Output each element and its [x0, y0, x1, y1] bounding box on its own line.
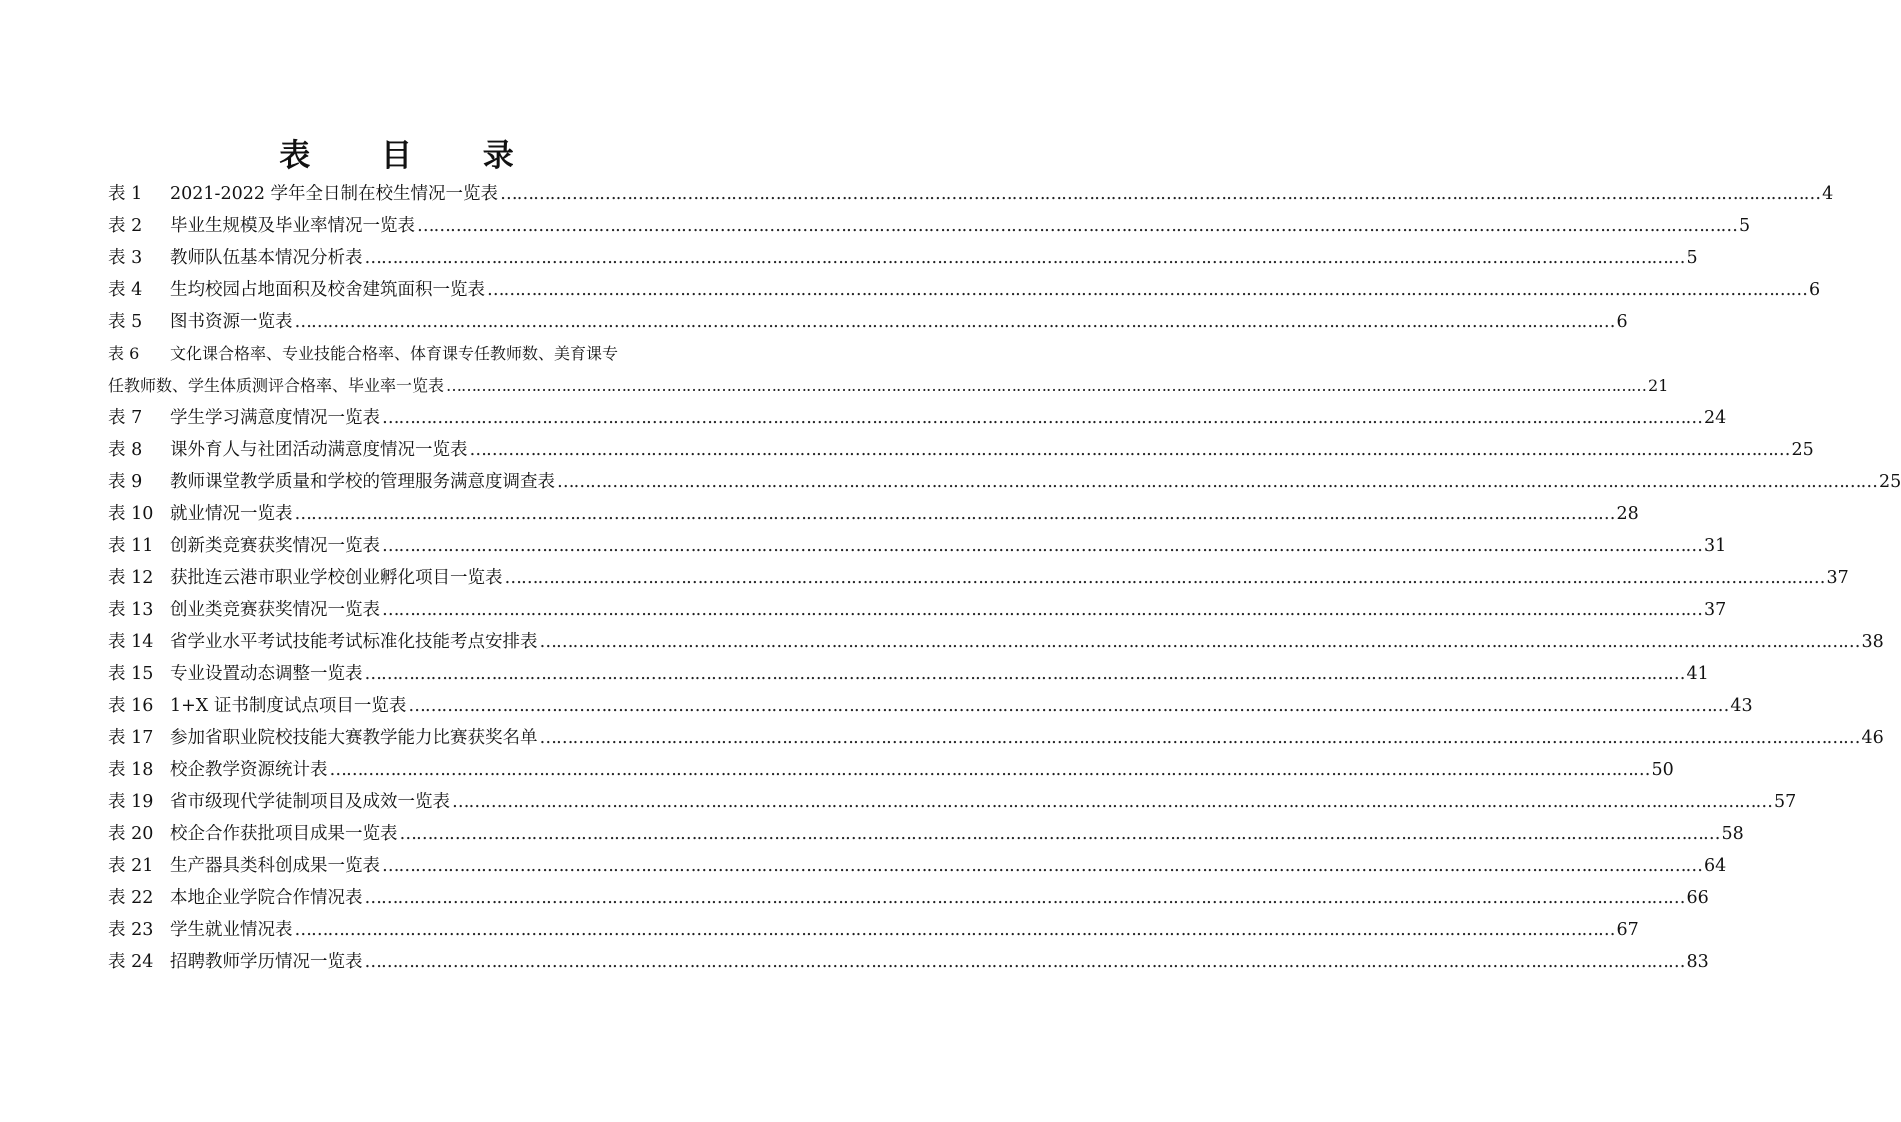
toc-entry-number: 表 4	[108, 280, 143, 300]
toc-page-number: 21	[1648, 376, 1669, 395]
toc-page-number: 25	[1879, 472, 1901, 492]
toc-page-number: 24	[1704, 408, 1727, 428]
toc-entry-label-continued: 任教师数、学生体质测评合格率、毕业率一览表	[108, 376, 445, 395]
toc-page-number: 31	[1704, 536, 1727, 556]
toc-leader-dots: ……………………………………………………………………………………………………………………………………………………………………………………………………………………	[382, 600, 1702, 620]
table-of-contents	[108, 178, 1901, 978]
toc-entry[interactable]	[108, 402, 1727, 434]
toc-entry-label: 学生学习满意度情况一览表	[170, 408, 380, 428]
toc-leader-dots: ……………………………………………………………………………………………………………………………………………………………………………………………………………………	[487, 280, 1807, 300]
toc-page-number: 5	[1739, 216, 1751, 236]
toc-entry[interactable]	[108, 178, 1834, 210]
toc-entry-label: 学生就业情况表	[170, 920, 293, 940]
toc-entry-label: 创业类竞赛获奖情况一览表	[170, 600, 380, 620]
page-title: 表 目 录	[279, 138, 544, 174]
toc-leader-dots: ……………………………………………………………………………………………………………………………………………………………………………………………………………………	[294, 920, 1615, 940]
toc-entry[interactable]	[108, 786, 1797, 818]
toc-leader-dots: ……………………………………………………………………………………………………………………………………………………………………………………………………………………	[364, 888, 1685, 908]
toc-entry-label: 教师课堂教学质量和学校的管理服务满意度调查表	[170, 472, 555, 492]
toc-entry[interactable]	[108, 274, 1821, 306]
toc-entry[interactable]	[108, 850, 1727, 882]
toc-page-number: 5	[1686, 248, 1698, 268]
toc-page-number: 38	[1861, 632, 1884, 652]
toc-leader-dots: ……………………………………………………………………………………………………………………………………………………………………………………………………………………	[539, 728, 1860, 748]
toc-leader-dots: ……………………………………………………………………………………………………………………………………………………………………………………………………………………	[364, 664, 1685, 684]
toc-entry-label: 课外育人与社团活动满意度情况一览表	[170, 440, 468, 460]
toc-entry-number: 表 19	[108, 792, 154, 812]
toc-leader-dots: ……………………………………………………………………………………………………………………………………………………………………………………………………………………	[382, 536, 1702, 556]
toc-page-number: 28	[1616, 504, 1639, 524]
toc-entry-label: 生产器具类科创成果一览表	[170, 856, 380, 876]
toc-entry-label: 1+X 证书制度试点项目一览表	[170, 696, 407, 716]
toc-page-number: 43	[1730, 696, 1753, 716]
toc-entry-label: 获批连云港市职业学校创业孵化项目一览表	[170, 568, 503, 588]
toc-page-number: 46	[1861, 728, 1884, 748]
toc-entry-number: 表 7	[108, 408, 143, 428]
toc-entry-number: 表 23	[108, 920, 154, 940]
toc-entry[interactable]	[108, 434, 1814, 466]
toc-entry-number: 表 1	[108, 184, 143, 204]
toc-leader-dots: ……………………………………………………………………………………………………………………………………………………………………………………………………………………	[452, 792, 1772, 812]
toc-entry-number: 表 8	[108, 440, 143, 460]
toc-entry[interactable]	[108, 882, 1709, 914]
toc-entry-label: 校企教学资源统计表	[170, 760, 328, 780]
toc-entry-label: 招聘教师学历情况一览表	[170, 952, 363, 972]
toc-entry[interactable]	[108, 626, 1884, 658]
toc-page-number: 37	[1704, 600, 1727, 620]
toc-page-number: 64	[1704, 856, 1727, 876]
toc-page-number: 37	[1826, 568, 1849, 588]
toc-entry-number: 表 24	[108, 952, 154, 972]
toc-entry[interactable]	[108, 722, 1884, 754]
toc-page-number: 6	[1616, 312, 1628, 332]
toc-entry-label: 图书资源一览表	[170, 312, 293, 332]
toc-entry-label: 校企合作获批项目成果一览表	[170, 824, 398, 844]
toc-entry-number: 表 12	[108, 568, 154, 588]
toc-entry-number: 表 11	[108, 536, 154, 556]
toc-entry-number: 表 13	[108, 600, 154, 620]
toc-entry-number: 表 17	[108, 728, 154, 748]
toc-leader-dots: ……………………………………………………………………………………………………………………………………………………………………………………………………………………	[417, 216, 1737, 236]
toc-entry-label: 就业情况一览表	[170, 504, 293, 524]
toc-leader-dots: ……………………………………………………………………………………………………………………………………………………………………………………………………………………	[408, 696, 1729, 716]
toc-page-number: 58	[1721, 824, 1744, 844]
toc-entry[interactable]	[108, 242, 1698, 274]
toc-entry-number: 表 18	[108, 760, 154, 780]
toc-entry-number: 表 22	[108, 888, 154, 908]
toc-entry-label: 专业设置动态调整一览表	[170, 664, 363, 684]
toc-entry-label: 生均校园占地面积及校舍建筑面积一览表	[170, 280, 485, 300]
toc-entry-label: 本地企业学院合作情况表	[170, 888, 363, 908]
toc-leader-dots: ……………………………………………………………………………………………………………………………………………………………………………………………………………………	[364, 248, 1685, 268]
toc-leader-dots: ……………………………………………………………………………………………………………………………………………………………………………………………………………………	[504, 568, 1825, 588]
toc-entry-number: 表 6	[108, 344, 140, 363]
toc-entry[interactable]	[108, 562, 1849, 594]
toc-leader-dots: ……………………………………………………………………………………………………………………………………………………………………………………………………………………	[294, 504, 1615, 524]
toc-entry[interactable]	[108, 690, 1753, 722]
toc-entry-number: 表 9	[108, 472, 143, 492]
toc-page-number: 4	[1822, 184, 1834, 204]
toc-entry-number: 表 2	[108, 216, 143, 236]
toc-entry-number: 表 14	[108, 632, 154, 652]
toc-entry[interactable]	[108, 530, 1727, 562]
toc-leader-dots: ……………………………………………………………………………………………………………………………………………………………………………………………………………………	[500, 184, 1821, 204]
toc-leader-dots: ……………………………………………………………………………………………………………………………………………………………………………………………………………………	[329, 760, 1650, 780]
toc-leader-dots: ……………………………………………………………………………………………………………………………………………………………………………………………………………………	[446, 376, 1647, 395]
toc-entry-number: 表 3	[108, 248, 143, 268]
toc-leader-dots: ……………………………………………………………………………………………………………………………………………………………………………………………………………………	[539, 632, 1860, 652]
toc-page-number: 67	[1616, 920, 1639, 940]
toc-page-number: 25	[1791, 440, 1814, 460]
toc-leader-dots: ……………………………………………………………………………………………………………………………………………………………………………………………………………………	[364, 952, 1685, 972]
toc-entry-label: 省市级现代学徒制项目及成效一览表	[170, 792, 450, 812]
toc-leader-dots: ……………………………………………………………………………………………………………………………………………………………………………………………………………………	[382, 408, 1702, 428]
toc-entry-label: 2021-2022 学年全日制在校生情况一览表	[170, 184, 499, 204]
toc-page-number: 41	[1686, 664, 1709, 684]
toc-entry[interactable]	[108, 946, 1709, 978]
toc-entry-number: 表 21	[108, 856, 154, 876]
toc-page-number: 57	[1774, 792, 1797, 812]
toc-leader-dots: ……………………………………………………………………………………………………………………………………………………………………………………………………………………	[469, 440, 1790, 460]
toc-entry[interactable]	[108, 466, 1901, 498]
toc-page-number: 50	[1651, 760, 1674, 780]
toc-page-number: 66	[1686, 888, 1709, 908]
toc-entry[interactable]	[108, 210, 1751, 242]
toc-page-number: 6	[1809, 280, 1821, 300]
toc-leader-dots: ……………………………………………………………………………………………………………………………………………………………………………………………………………………	[399, 824, 1720, 844]
toc-entry[interactable]	[108, 338, 1669, 402]
toc-entry-label: 教师队伍基本情况分析表	[170, 248, 363, 268]
toc-entry[interactable]	[108, 914, 1639, 946]
toc-leader-dots: ……………………………………………………………………………………………………………………………………………………………………………………………………………………	[382, 856, 1702, 876]
toc-page-number: 83	[1686, 952, 1709, 972]
toc-entry[interactable]	[108, 306, 1628, 338]
toc-entry-label: 省学业水平考试技能考试标准化技能考点安排表	[170, 632, 538, 652]
toc-entry-number: 表 5	[108, 312, 143, 332]
toc-entry[interactable]	[108, 754, 1674, 786]
toc-entry-number: 表 15	[108, 664, 154, 684]
toc-leader-dots: ……………………………………………………………………………………………………………………………………………………………………………………………………………………	[557, 472, 1877, 492]
toc-entry-number: 表 20	[108, 824, 154, 844]
toc-leader-dots: ……………………………………………………………………………………………………………………………………………………………………………………………………………………	[294, 312, 1615, 332]
toc-entry[interactable]	[108, 658, 1709, 690]
toc-entry-label: 毕业生规模及毕业率情况一览表	[170, 216, 415, 236]
toc-entry[interactable]	[108, 594, 1727, 626]
toc-entry-label: 创新类竞赛获奖情况一览表	[170, 536, 380, 556]
toc-entry-label: 文化课合格率、专业技能合格率、体育课专任教师数、美育课专	[170, 344, 619, 363]
toc-entry-number: 表 16	[108, 696, 154, 716]
toc-entry-label: 参加省职业院校技能大赛教学能力比赛获奖名单	[170, 728, 538, 748]
toc-entry[interactable]	[108, 498, 1639, 530]
toc-entry[interactable]	[108, 818, 1744, 850]
toc-entry-number: 表 10	[108, 504, 154, 524]
